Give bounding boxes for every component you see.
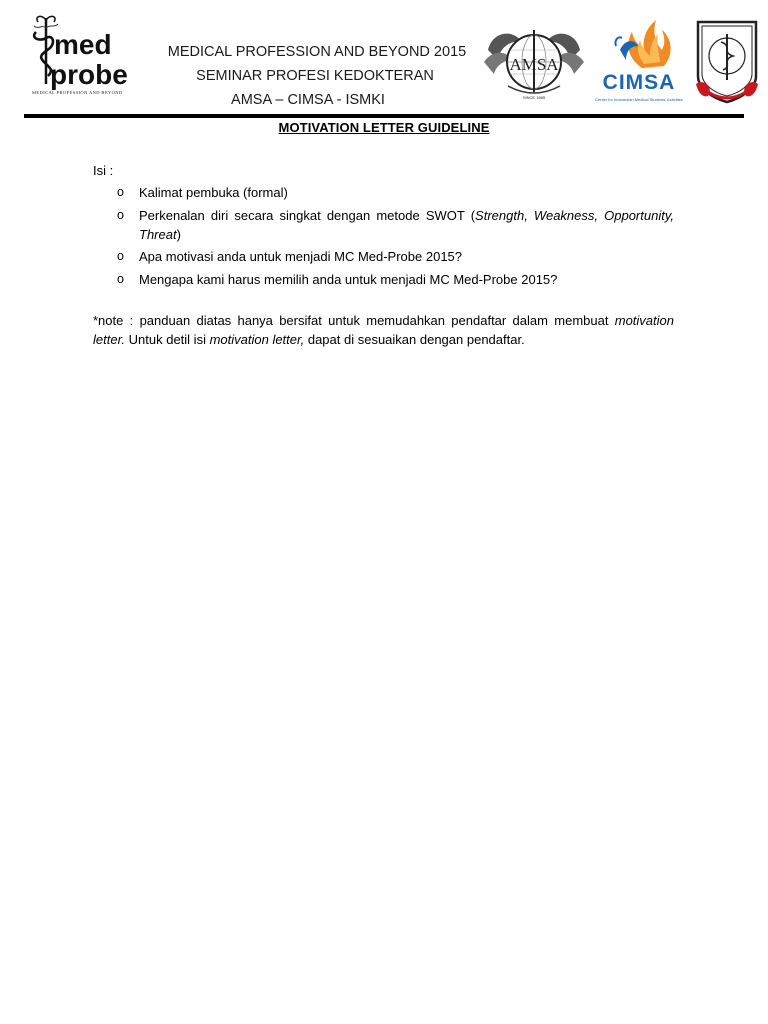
document-title: MOTIVATION LETTER GUIDELINE: [278, 120, 490, 135]
amsa-logo: [482, 20, 586, 102]
note-text-1: *note : panduan diatas hanya bersifat untuk memudahkan pendaftar dalam membuat: [93, 313, 615, 328]
note-italic-1: motivation letter.: [93, 313, 674, 347]
list-item: [117, 183, 674, 202]
note-text-3: dapat di sesuaikan dengan pendaftar.: [304, 332, 525, 347]
organizers-line: AMSA – CIMSA - ISMKI: [231, 92, 385, 108]
list-item: [117, 247, 674, 266]
note-italic-2: motivation letter,: [209, 332, 305, 347]
event-subtitle: SEMINAR PROFESI KEDOKTERAN: [196, 68, 434, 84]
list-item-text-italic: Strength, Weakness, Opportunity, Threat: [139, 207, 674, 242]
list-item-text: Mengapa kami harus memilih anda untuk menjadi MC Med-Probe 2015?: [139, 271, 558, 287]
amsa-since-text: SINCE 1985: [522, 95, 546, 100]
medprobe-probe-text: probe: [50, 59, 128, 90]
event-title: MEDICAL PROFESSION AND BEYOND 2015: [167, 44, 467, 60]
note-text-2: Untuk detil isi: [125, 332, 210, 347]
note-paragraph: [93, 311, 674, 349]
list-item-text: Kalimat pembuka (formal): [139, 185, 288, 200]
amsa-logo-text: AMSA: [509, 55, 559, 74]
bullet-mark: o: [117, 207, 124, 222]
letterhead: [0, 0, 768, 118]
bullet-mark: o: [117, 249, 124, 263]
list-item-text-suffix: ): [176, 226, 181, 242]
list-item: [117, 270, 674, 289]
header-divider: [24, 114, 744, 118]
list-item-text-prefix: Perkenalan diri secara singkat dengan metode SWOT (: [139, 207, 476, 223]
bullet-mark: o: [117, 271, 124, 286]
list-item-text: Apa motivasi anda untuk menjadi MC Med-Probe 2015?: [139, 249, 463, 264]
letterhead-titles: [150, 40, 480, 112]
medprobe-med-text: med: [54, 29, 112, 60]
guideline-list: [117, 183, 674, 292]
medprobe-tagline: MEDICAL PROFESSION AND BEYOND: [32, 90, 123, 95]
bullet-mark: o: [117, 185, 124, 199]
isi-label: Isi :: [93, 163, 114, 178]
medprobe-logo: [32, 12, 148, 98]
ismki-logo: [694, 18, 760, 104]
cimsa-wordmark: CIMSA: [602, 71, 676, 94]
cimsa-tagline: Center for Indonesian Medical Students' Activities: [595, 97, 683, 102]
list-item: [117, 206, 674, 244]
